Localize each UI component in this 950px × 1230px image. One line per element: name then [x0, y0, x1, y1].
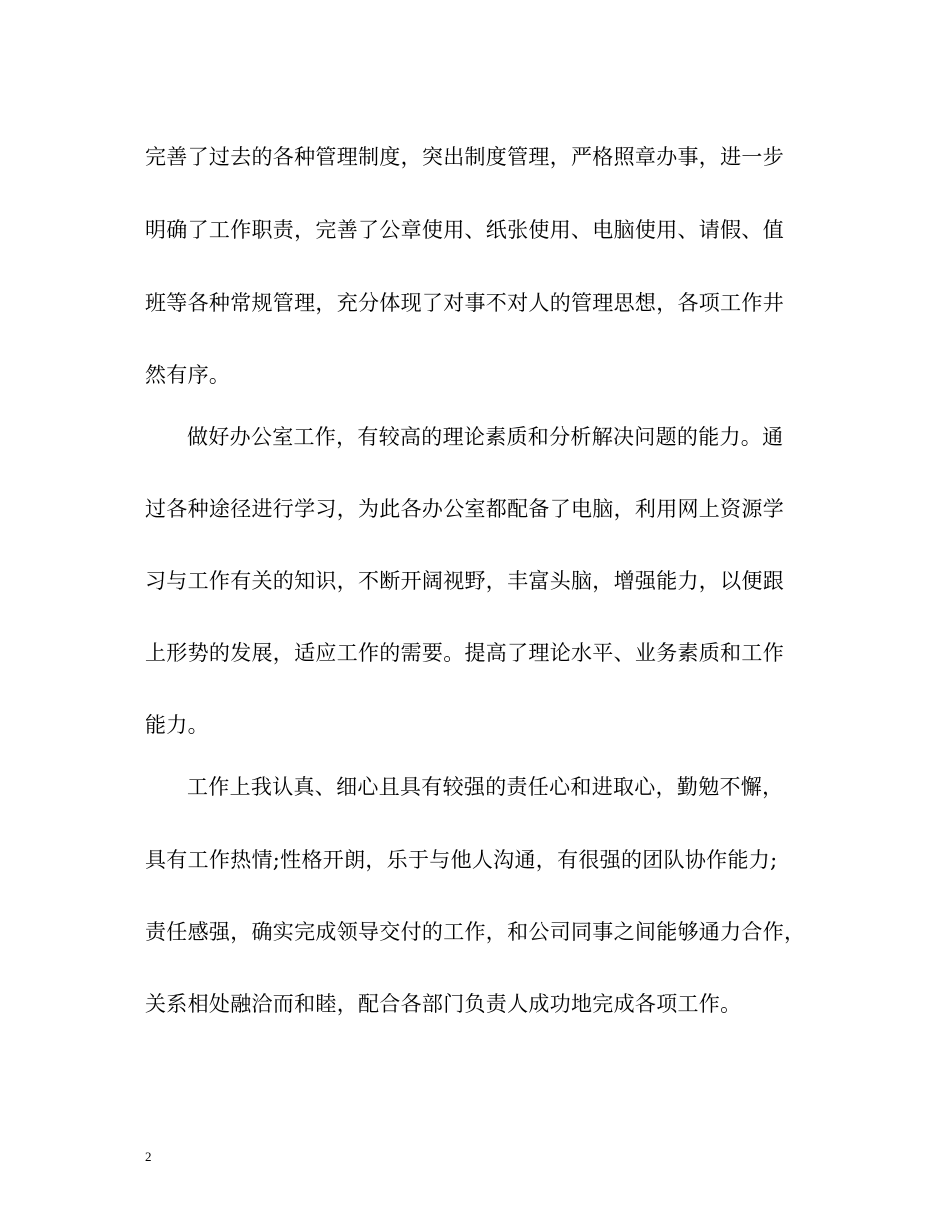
text-line: 完善了过去的各种管理制度，突出制度管理，严格照章办事，进一步	[145, 145, 784, 169]
text-line: 习与工作有关的知识，不断开阔视野，丰富头脑，增强能力，以便跟	[145, 569, 784, 593]
paragraph-first-line: 工作上我认真、细心且具有较强的责任心和进取心，勤勉不懈，	[187, 775, 784, 799]
paragraph-first-line: 做好办公室工作，有较高的理论素质和分析解决问题的能力。通	[187, 425, 784, 449]
page-number: 2	[145, 1149, 152, 1164]
text-line: 具有工作热情;性格开朗，乐于与他人沟通，有很强的团队协作能力;	[145, 848, 778, 872]
text-line: 过各种途径进行学习，为此各办公室都配备了电脑，利用网上资源学	[145, 497, 784, 521]
text-line: 然有序。	[145, 363, 231, 387]
text-line: 责任感强，确实完成领导交付的工作，和公司同事之间能够通力合作，	[145, 920, 806, 944]
text-line: 关系相处融洽而和睦，配合各部门负责人成功地完成各项工作。	[145, 992, 742, 1016]
text-line: 明确了工作职责，完善了公章使用、纸张使用、电脑使用、请假、值	[145, 218, 784, 242]
text-line: 上形势的发展，适应工作的需要。提高了理论水平、业务素质和工作	[145, 641, 784, 665]
text-line: 能力。	[145, 713, 209, 737]
text-line: 班等各种常规管理，充分体现了对事不对人的管理思想，各项工作井	[145, 291, 784, 315]
